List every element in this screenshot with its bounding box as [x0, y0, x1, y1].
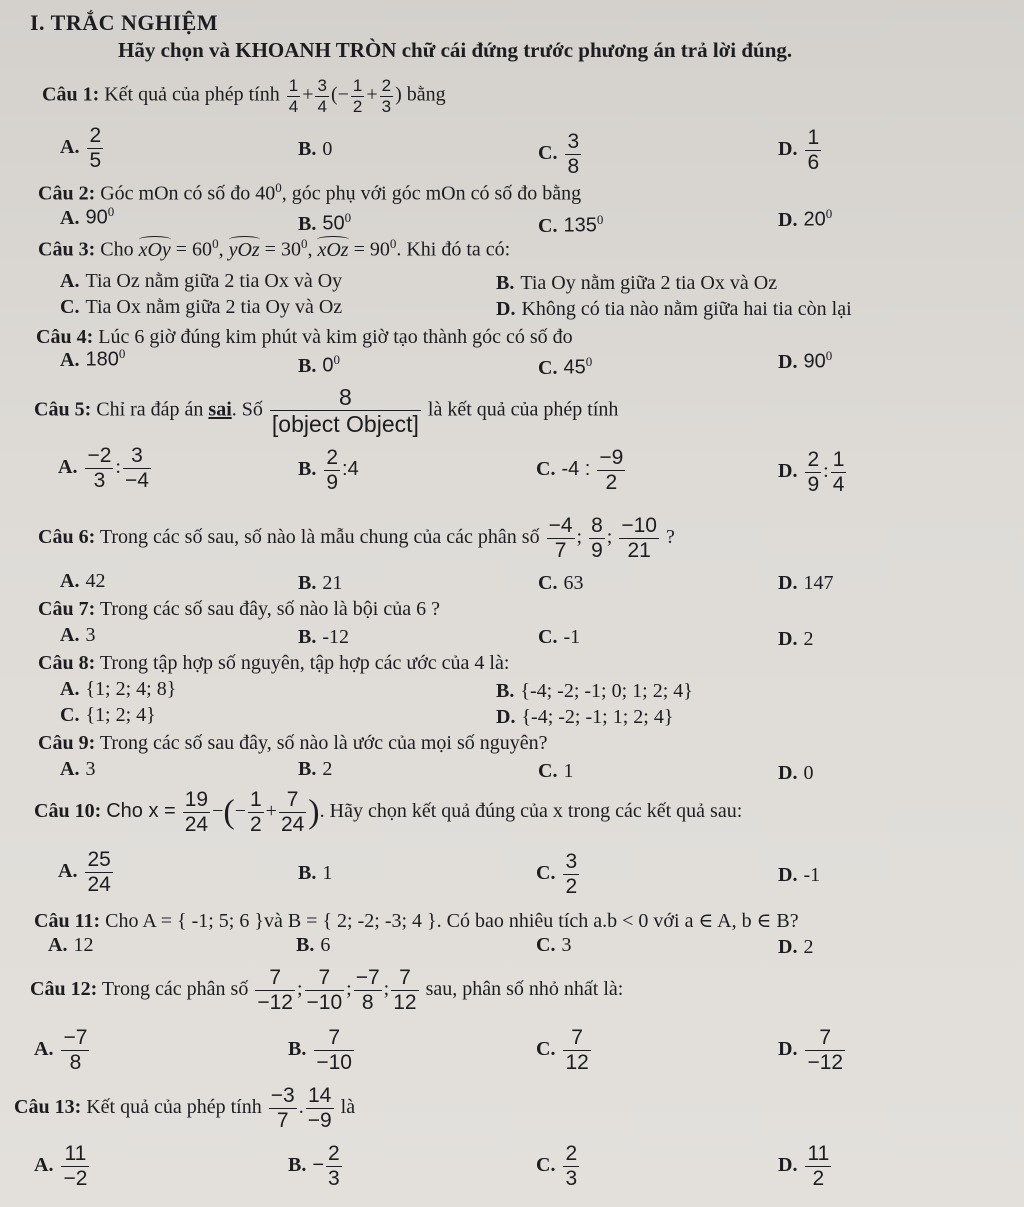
question-13: Câu 13: Kết quả của phép tính $\frac{-3}{7}$ . $\frac{14}{-9}$ là — [14, 1084, 356, 1133]
question-1: Câu 1: Kết quả của phép tính $\frac{1}{4}$ + $\frac{3}{4}$ (− $\frac{1}{2}$ + $\frac{2}{3}$ ) bằng — [42, 76, 446, 116]
section-title: I. TRẮC NGHIỆM — [30, 10, 219, 35]
q3-option-a[interactable]: A. Tia Oz nằm giữa 2 tia Ox và Oy — [60, 270, 343, 292]
q2-option-c[interactable]: C. $135^0$ — [538, 212, 604, 237]
question-9: Câu 9: Trong các số sau đây, số nào là ước của mọi số nguyên? — [38, 732, 548, 754]
q1-option-b[interactable]: B. 0 — [298, 138, 333, 160]
q8-option-a[interactable]: A. {1; 2; 4; 8} — [60, 678, 177, 700]
q10-option-b[interactable]: B. 1 — [298, 862, 333, 884]
q8-option-d[interactable]: D. {-4; -2; -1; 1; 2; 4} — [496, 706, 674, 728]
q11-option-a[interactable]: A. 12 — [48, 934, 94, 956]
q4-option-b[interactable]: B. $0^0$ — [298, 352, 340, 377]
q6-option-b[interactable]: B. 21 — [298, 572, 343, 594]
q6-option-a[interactable]: A. 42 — [60, 570, 106, 592]
question-3: Câu 3: Cho xOy = $60^0$, yOz = $30^0$, xOz = $90^0$. Khi đó ta có: — [38, 236, 511, 261]
q13-option-b[interactable]: B. − $\frac{2}{3}$ — [288, 1142, 340, 1191]
q3-option-b[interactable]: B. Tia Oy nằm giữa 2 tia Ox và Oz — [496, 272, 778, 294]
instruction: Hãy chọn và KHOANH TRÒN chữ cái đứng trước phương án trả lời đúng. — [118, 38, 793, 62]
q1-option-a[interactable]: A. $\frac{2}{5}$ — [60, 124, 102, 173]
q8-option-b[interactable]: B. {-4; -2; -1; 0; 1; 2; 4} — [496, 680, 693, 702]
question-8: Câu 8: Trong tập hợp số nguyên, tập hợp các ước của 4 là: — [38, 652, 510, 674]
q5-option-a[interactable]: A. $\frac{-2}{3}$ : $\frac{3}{-4}$ — [58, 444, 149, 493]
q12-option-a[interactable]: A. $\frac{-7}{8}$ — [34, 1026, 88, 1075]
q9-option-c[interactable]: C. 1 — [538, 760, 574, 782]
question-12: Câu 12: Trong các phân số $\frac{7}{-12}$ ; $\frac{7}{-10}$ ; $\frac{-7}{8}$ ; $\frac{7}{12}$ sau, phân số nhỏ nhất là: — [30, 966, 624, 1015]
q11-option-d[interactable]: D. 2 — [778, 936, 814, 958]
q10-option-a[interactable]: A. $\frac{25}{24}$ — [58, 848, 111, 897]
q3-option-c[interactable]: C. Tia Ox nằm giữa 2 tia Oy và Oz — [60, 296, 343, 318]
question-2: Câu 2: Góc mOn có số đo $40^0$, góc phụ với góc mOn có số đo bằng — [38, 180, 582, 205]
q5-option-b[interactable]: B. $\frac{2}{9}$ :4 — [298, 446, 359, 495]
q4-option-c[interactable]: C. $45^0$ — [538, 354, 593, 379]
q2-option-a[interactable]: A. $90^0$ — [60, 204, 115, 229]
q5-option-d[interactable]: D. $\frac{2}{9}$ : $\frac{1}{4}$ — [778, 448, 845, 497]
question-5: Câu 5: Chỉ ra đáp án sai. Số $\frac{8}{\text{[object Object]}}$ là kết quả của phép tính — [34, 384, 619, 438]
q1-option-d[interactable]: D. $\frac{1}{6}$ — [778, 126, 820, 175]
q2-option-b[interactable]: B. $50^0$ — [298, 210, 352, 235]
q12-option-d[interactable]: D. $\frac{7}{-12}$ — [778, 1026, 844, 1075]
question-11: Câu 11: Cho A = { -1; 5; 6 }và B = { 2; -2; -3; 4 }. Có bao nhiêu tích a.b < 0 với a ∈ A, b ∈ B? — [34, 910, 799, 932]
q11-option-b[interactable]: B. 6 — [296, 934, 331, 956]
q11-option-c[interactable]: C. 3 — [536, 934, 572, 956]
q1-option-c[interactable]: C. $\frac{3}{8}$ — [538, 130, 580, 179]
q7-option-b[interactable]: B. -12 — [298, 626, 350, 648]
q3-option-d[interactable]: D. Không có tia nào nằm giữa hai tia còn lại — [496, 298, 852, 320]
q9-option-d[interactable]: D. 0 — [778, 762, 814, 784]
question-6: Câu 6: Trong các số sau, số nào là mẫu chung của các phân số $\frac{-4}{7}$ ; $\frac{8}{9}$ ; $\frac{-10}{21}$ ? — [38, 514, 675, 563]
q4-option-d[interactable]: D. $90^0$ — [778, 348, 833, 373]
q4-option-a[interactable]: A. $180^0$ — [60, 346, 126, 371]
q6-option-d[interactable]: D. 147 — [778, 572, 834, 594]
q5-option-c[interactable]: C. -4 : $\frac{-9}{2}$ — [536, 446, 624, 495]
q7-option-a[interactable]: A. 3 — [60, 624, 96, 646]
question-4: Câu 4: Lúc 6 giờ đúng kim phút và kim giờ tạo thành góc có số đo — [36, 326, 573, 348]
q12-option-c[interactable]: C. $\frac{7}{12}$ — [536, 1026, 589, 1075]
q13-option-c[interactable]: C. $\frac{2}{3}$ — [536, 1142, 578, 1191]
q2-option-d[interactable]: D. $20^0$ — [778, 206, 833, 231]
q10-option-c[interactable]: C. $\frac{3}{2}$ — [536, 850, 578, 899]
question-7: Câu 7: Trong các số sau đây, số nào là bội của 6 ? — [38, 598, 440, 620]
q9-option-b[interactable]: B. 2 — [298, 758, 333, 780]
q9-option-a[interactable]: A. 3 — [60, 758, 96, 780]
q6-option-c[interactable]: C. 63 — [538, 572, 584, 594]
q12-option-b[interactable]: B. $\frac{7}{-10}$ — [288, 1026, 352, 1075]
q13-option-a[interactable]: A. $\frac{11}{-2}$ — [34, 1142, 88, 1191]
q10-option-d[interactable]: D. -1 — [778, 864, 821, 886]
question-10: Câu 10: Cho x = $\frac{19}{24}$ −(− $\frac{1}{2}$ + $\frac{7}{24}$ ). Hãy chọn kết quả đúng của x trong các kết quả sau: — [34, 788, 743, 837]
q7-option-c[interactable]: C. -1 — [538, 626, 581, 648]
q7-option-d[interactable]: D. 2 — [778, 628, 814, 650]
q8-option-c[interactable]: C. {1; 2; 4} — [60, 704, 156, 726]
q13-option-d[interactable]: D. $\frac{11}{2}$ — [778, 1142, 830, 1191]
